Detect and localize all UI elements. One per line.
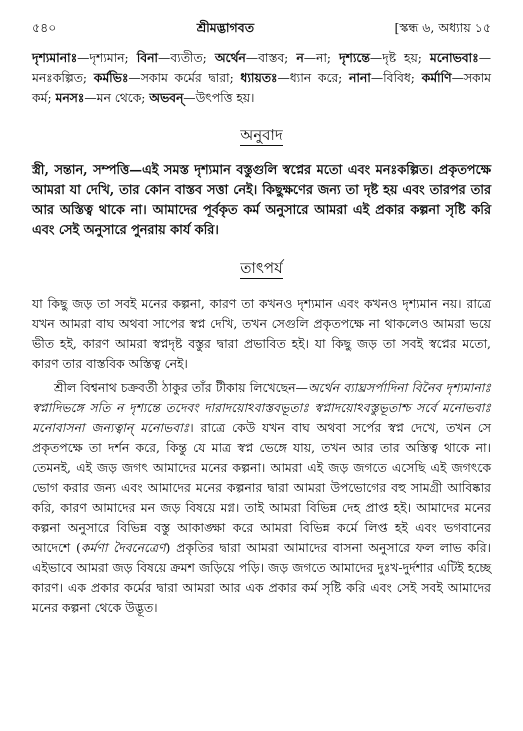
synonyms-block: দৃশ্যমানাঃ—দৃশ্যমান; বিনা—ব্যতীত; অর্থেন—বাস্তব; ন—না; দৃশ্যন্তে—দৃষ্ট হয়; মনোভবাঃ—মনঃকল্পিত; কর্মভিঃ—সকাম কর্মের দ্বারা; ধ্যায়তঃ—ধ্যান করে; নানা—বিবিধ; কর্মাণি—সকাম কর্ম; মনসঃ—মন থেকে; অভবন্—উৎপত্তি হয়। [32, 50, 491, 105]
synonym-term: বিনা [136, 50, 158, 65]
purport-paragraph-1: যা কিছু জড় তা সবই মনের কল্পনা, কারণ তা কখনও দৃশ্যমান এবং কখনও দৃশ্যমান নয়। রাত্রে যখন আমরা বাঘ অথবা সাপের স্বপ্ন দেখি, তখন সেগুলি প্রকৃতপক্ষে না থাকলেও আমরা ভয়ে ভীত হই, কারণ আমরা স্বপ্নদৃষ্ট বস্তুর দ্বারা প্রভাবিত হই। যা কিছু জড় তা সবই স্বপ্নের মতো, কারণ তার বাস্তবিক অস্তিত্ব নেই। [32, 296, 491, 371]
page-number: ৫৪০ [32, 20, 57, 35]
synonym-term: কর্মভিঃ [93, 70, 129, 85]
synonym-meaning: মন থেকে [96, 91, 142, 105]
synonym-meaning: দৃষ্ট হয় [382, 51, 418, 65]
synonym-term: মনোভবাঃ [429, 50, 479, 65]
synonym-term: ন [296, 50, 304, 65]
purport-p2-text: । রাত্রে কেউ যখন বাঘ অথবা সর্পের স্বপ্ন দেখে, তখন সে প্রকৃতপক্ষে তা দর্শন করে, কিন্তু যে মাত্র স্বপ্ন ভেঙ্গে যায়, তখন আর তার অস্তিত্ব থাকে না। তেমনই, এই জড় জগৎ আমাদের মনের কল্পনা। আমরা এই জড় জগতে এসেছি এই জগৎকে ভোগ করার জন্য এবং আমাদের মনের কল্পনার দ্বারা আমরা উপভোগের বহু সামগ্রী আবিষ্কার করি, কারণ আমাদের মন জড় বিষয়ে মগ্ন। তাই আমরা বিভিন্ন দেহ প্রাপ্ত হই। আমাদের মনের কল্পনা অনুসারে বিভিন্ন বস্তু আকাঙ্ক্ষা করে আমরা বিভিন্ন কর্মে লিপ্ত হই এবং ভগবানের আদেশে ( [32, 420, 491, 555]
synonym-term: অর্থেন [214, 50, 246, 65]
synonym-meaning: সকাম কর্ম [32, 71, 491, 105]
synonym-meaning: বাস্তব [258, 51, 285, 65]
purport-p2-intro: শ্রীল বিশ্বনাথ চক্রবর্তী ঠাকুর তাঁর টীকায় লিখেছেন— [54, 380, 308, 395]
synonym-term: দৃশ্যন্তে [339, 50, 370, 65]
purport-sanskrit-quote: অর্থেন ব্যাঘ্রসর্পাদিনা বিনৈব দৃশ্যমানাঃ স্বপ্নাদিভঙ্গে সতি ন দৃশ্যন্তে তদেবং দারাদয়োঽবাস্তবভূতাঃ স্বপ্নাদয়োঽবস্তুভূতাশ্চ সর্বে মনোভবাঃ মনোবাসনা জন্যত্বান্ মনোভবাঃ [32, 380, 491, 435]
chapter-reference: [স্কন্ধ ৬, অধ্যায় ১৫ [394, 20, 491, 35]
synonym-meaning: উৎপত্তি হয়। [195, 91, 255, 105]
purport-inline-quote: কর্মণা দৈবনেত্রেণ [80, 540, 166, 555]
synonym-term: মনসঃ [55, 90, 85, 105]
synonym-meaning: দৃশ্যমান [89, 51, 125, 65]
synonym-meaning: ধ্যান করে [289, 71, 339, 85]
synonym-term: কর্মাণি [421, 70, 452, 85]
book-title: শ্রীমদ্ভাগবত [196, 20, 255, 35]
purport-body [32, 294, 491, 618]
purport-p2-end: ) প্রকৃতির দ্বারা আমরা আমাদের বাসনা অনুসারে ফল লাভ করি। এইভাবে আমরা জড় বিষয়ে ক্রমশ জড়িয়ে পড়ি। জড় জগতে আমাদের দুঃখ-দুর্দশার এটিই হচ্ছে কারণ। এক প্রকার কর্মের দ্বারা আমরা আর এক প্রকার কর্ম সৃষ্টি করি এবং সেই সবই আমাদের মনের কল্পনা থেকে উদ্ভূত। [32, 540, 491, 615]
synonym-term: অভবন্ [149, 90, 184, 105]
synonym-term: দৃশ্যমানাঃ [32, 50, 78, 65]
synonym-meaning: সকাম কর্মের দ্বারা [140, 71, 230, 85]
synonym-term: নানা [349, 70, 371, 85]
purport-paragraph-2 [32, 378, 491, 618]
page-header [32, 20, 491, 42]
synonym-meaning: মনঃকল্পিত [32, 71, 83, 85]
synonym-meaning: ব্যতীত [170, 51, 203, 65]
translation-text: স্ত্রী, সন্তান, সম্পত্তি—এই সমস্ত দৃশ্যমান বস্তুগুলি স্বপ্নের মতো এবং মনঃকল্পিত। প্রকৃতপক্ষে আমরা যা দেখি, তার কোন বাস্তব সত্তা নেই। কিছুক্ষণের জন্য তা দৃষ্ট হয় এবং তারপর তার আর অস্তিত্ব থাকে না। আমাদের পূর্বকৃত কর্ম অনুসারে আমরা এই প্রকার কল্পনা সৃষ্টি করি এবং সেই অনুসারে পুনরায় কার্য করি। [32, 163, 491, 238]
synonym-meaning: না [316, 51, 327, 65]
purport-heading: তাৎপর্য [240, 259, 283, 277]
translation-heading: অনুবাদ [240, 126, 283, 144]
synonym-term: ধ্যায়তঃ [240, 70, 278, 85]
synonym-meaning: বিবিধ [383, 71, 411, 85]
